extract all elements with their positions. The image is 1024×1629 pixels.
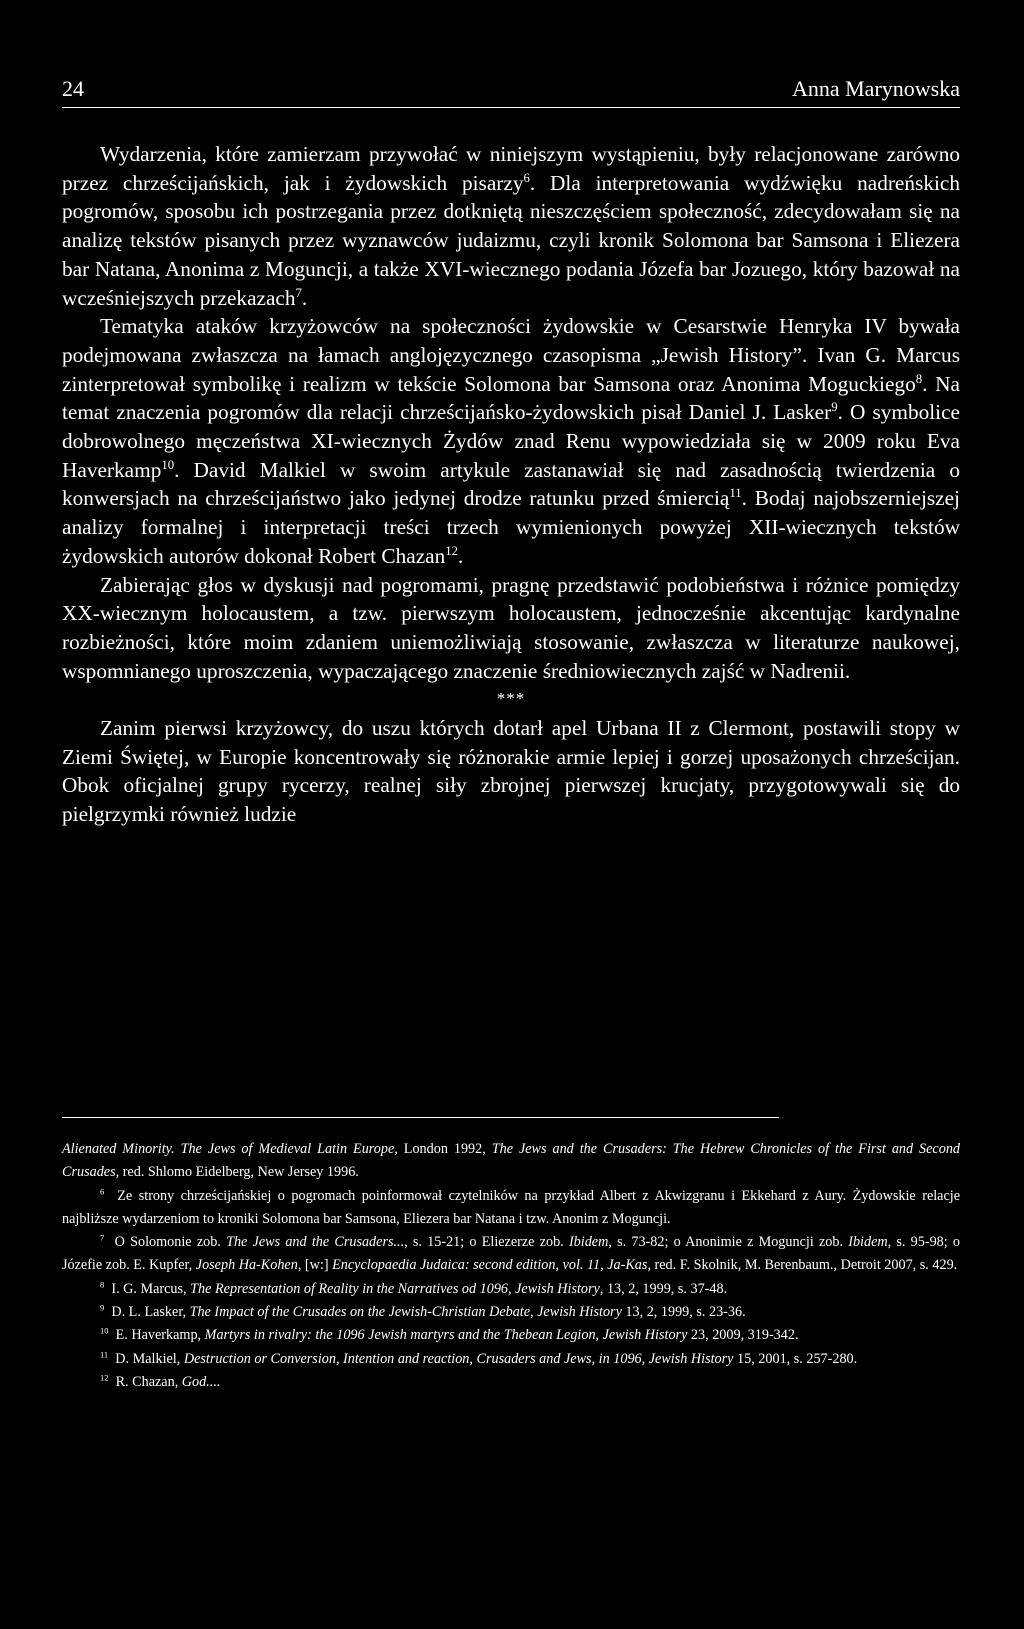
paragraph: Zanim pierwsi krzyżowcy, do uszu których dotarł apel Urbana II z Clermont, postawili stopy w Ziemi Świętej, w Europie koncentrowały się różnorakie armie lepiej i gorzej uposażonych chrześcijan. Obok oficjalnej grupy rycerzy, realnej siły zbrojnej pierwszej krucjaty, przygotowywali się do pielgrzymki również ludzie bbox=[62, 716, 960, 827]
paragraph: Wydarzenia, które zamierzam przywołać w niniejszym wystąpieniu, były relacjonowane zarówno przez chrześcijańskich, jak i żydowskich pisarzy$^6$. Dla interpretowania wydźwięku nadreńskich pogromów, sposobu ich postrzegania przez dotkniętą nieszczęściem społeczność, zdecydowałam się na analizę tekstów pisanych przez wyznawców judaizmu, czyli kronik Solomona bar Samsona i Eliezera bar Natana, Anonima z Moguncji, a także XVI-wiecznego podania Józefa bar Jozuego, który bazował na wcześniejszych przekazach$^7$. bbox=[62, 142, 960, 310]
footnote-number: 8 bbox=[100, 1279, 105, 1290]
footnote-ref: 6 bbox=[523, 170, 530, 185]
main-text bbox=[62, 140, 960, 829]
header-rule bbox=[62, 107, 960, 108]
footnote-number: 10 bbox=[100, 1325, 109, 1336]
footnote: $^6$ Ze strony chrześcijańskiej o pogromach poinformował czytelników na przykład Albert z Akwizgranu i Ekkehard z Aury. Żydowskie relacje najbliższe wydarzeniom to kroniki Solomona bar Samsona, Eliezera bar Natana i tzw. Anonim z Moguncji. bbox=[62, 1185, 961, 1227]
footnote: $^9$ D. L. Lasker, The Impact of the Crusades on the Jewish-Christian Debate, Jewish History 13, 2, 1999, s. 23-36. bbox=[100, 1302, 746, 1321]
running-header bbox=[62, 76, 960, 108]
footnote-number: 12 bbox=[100, 1372, 109, 1383]
footnote-ref: 9 bbox=[831, 400, 838, 415]
footnote: $^7$ O Solomonie zob. The Jews and the Crusaders..., s. 15-21; o Eliezerze zob. Ibidem, s. 73-82; o Anonimie z Moguncji zob. Ibidem, s. 95-98; o Józefie zob. E. Kupfer, Joseph Ha-Kohen, [w:] Encyclopaedia Judaica: second edition, vol. 11, Ja-Kas, red. F. Skolnik, M. Berenbaum., Detroit 2007, s. 429. bbox=[62, 1232, 960, 1274]
page-number: 24 bbox=[62, 76, 84, 101]
paragraph: Zabierając głos w dyskusji nad pogromami, pragnę przedstawić podobieństwa i różnice pomiędzy XX-wiecznym holocaustem, a tzw. pierwszym holocaustem, jednocześnie akcentując kardynalne rozbieżności, które moim zdaniem uniemożliwiają stosowanie, zwłaszcza w literaturze naukowej, wspomnianego uproszczenia, wypaczającego znaczenie średniowiecznych zajść w Nadrenii. bbox=[62, 572, 960, 683]
running-head-author: Anna Marynowska bbox=[791, 76, 960, 101]
footnote-continued: Alienated Minority. The Jews of Medieval Latin Europe, London 1992, The Jews and the Crusaders: The Hebrew Chronicles of the First and Second Crusades, red. Shlomo Eidelberg, New Jersey 1996. bbox=[62, 1141, 961, 1181]
footnote: $^8$ I. G. Marcus, The Representation of Reality in the Narratives od 1096, Jewish History, 13, 2, 1999, s. 37-48. bbox=[100, 1279, 728, 1297]
paragraph: Tematyka ataków krzyżowców na społeczności żydowskie w Cesarstwie Henryka IV bywała podejmowana zwłaszcza na łamach anglojęzycznego czasopisma „Jewish History”. Ivan G. Marcus zinterpretował symbolikę i realizm w tekście Solomona bar Samsona oraz Anonima Moguckiego$^8$. Na temat znaczenia pogromów dla relacji chrześcijańsko-żydowskich pisał Daniel J. Lasker$^9$. O symbolice dobrowolnego męczeństwa XI-wiecznych Żydów znad Renu wypowiedziała się w 2009 roku Eva Haverkamp$^{10}$. David Malkiel w swoim artykule zastanawiał się nad zasadnością twierdzenia o konwersjach na chrześcijaństwo jako jedynej drodze ratunku przed śmiercią$^{11}$. Bodaj najobszerniejszej analizy formalnej i interpretacji treści trzech wymienionych powyżej XII-wiecznych tekstów żydowskich autorów dokonał Robert Chazan$^{12}$. bbox=[62, 314, 960, 568]
footnote-ref: 12 bbox=[445, 543, 459, 558]
footnote-ref: 10 bbox=[161, 457, 175, 472]
footnote: $^{10}$ E. Haverkamp, Martyrs in rivalry: the 1096 Jewish martyrs and the Thebean Legion, Jewish History 23, 2009, 319-342. bbox=[100, 1325, 799, 1344]
footnote: $^{12}$ R. Chazan, God.... bbox=[100, 1372, 221, 1390]
footnote-ref: 8 bbox=[915, 371, 923, 386]
footnote-number: 7 bbox=[100, 1232, 105, 1243]
footnote-ref: 11 bbox=[729, 486, 742, 501]
footnote-rule bbox=[62, 1117, 779, 1118]
footnotes bbox=[62, 1138, 960, 1394]
footnote-number: 11 bbox=[100, 1348, 109, 1359]
footnote: $^{11}$ D. Malkiel, Destruction or Conversion, Intention and reaction, Crusaders and Jews, in 1096, Jewish History 15, 2001, s. 257-280. bbox=[100, 1348, 858, 1367]
footnote-number: 9 bbox=[100, 1302, 105, 1313]
footnote-number: 6 bbox=[100, 1185, 105, 1196]
section-separator: *** bbox=[496, 689, 526, 709]
footnote-ref: 7 bbox=[295, 285, 302, 300]
